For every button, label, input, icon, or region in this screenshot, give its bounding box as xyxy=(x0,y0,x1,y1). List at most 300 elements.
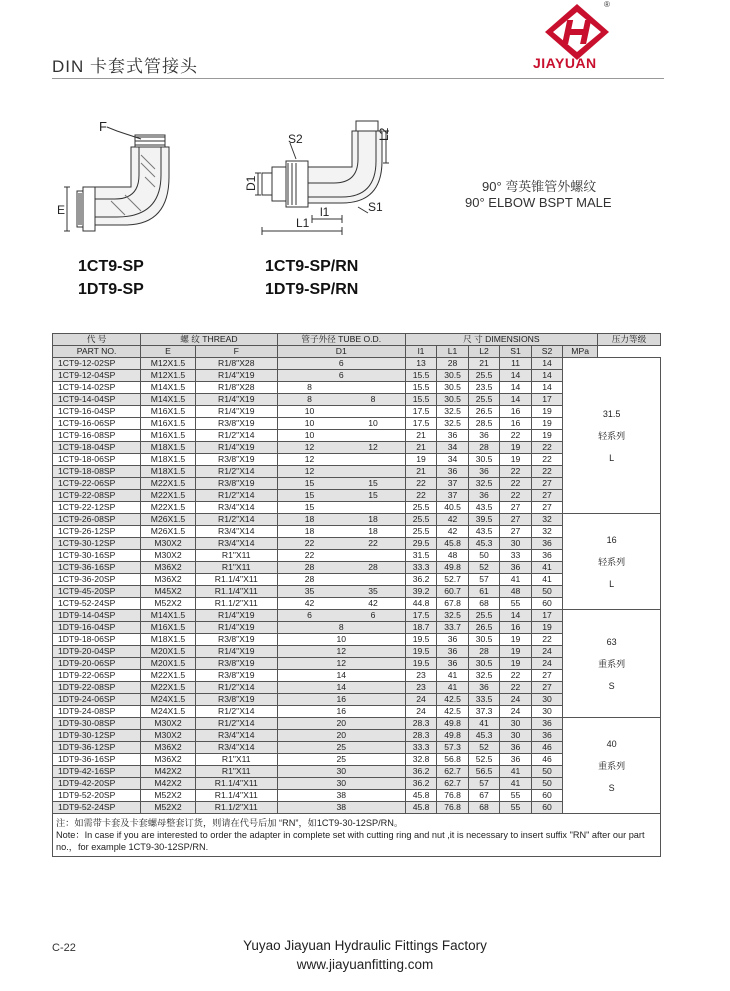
dim-l1: 49.8 xyxy=(437,562,469,574)
tube-od xyxy=(277,442,405,454)
dim-l2: 52 xyxy=(468,742,500,754)
dim-l1-small: 22 xyxy=(405,478,437,490)
dim-l1: 30.5 xyxy=(437,394,469,406)
dim-l2: 57 xyxy=(468,574,500,586)
tube-od-b: 35 xyxy=(368,586,378,596)
tube-od-b: 14 xyxy=(336,670,347,680)
dim-l2: 52 xyxy=(468,562,500,574)
tube-od xyxy=(277,598,405,610)
header-dimensions: 尺 寸 DIMENSIONS xyxy=(405,334,597,346)
thread-e: M20X1.5 xyxy=(141,646,196,658)
dim-l1-small: 25.5 xyxy=(405,526,437,538)
tube-od-b: 6 xyxy=(338,358,344,368)
thread-f: R1/2"X14 xyxy=(195,682,277,694)
header-s2: S2 xyxy=(531,346,563,358)
tube-od-b: 10 xyxy=(336,634,347,644)
thread-e: M18X1.5 xyxy=(141,442,196,454)
thread-f: R1"X11 xyxy=(195,562,277,574)
tube-od xyxy=(277,358,405,370)
thread-e: M36X2 xyxy=(141,742,196,754)
part-number: 1CT9-26-08SP xyxy=(53,514,141,526)
thread-f: R1/4"X19 xyxy=(195,646,277,658)
dim-s2: 19 xyxy=(531,406,563,418)
label-l2: L2 xyxy=(377,127,391,141)
dim-l1: 36 xyxy=(437,658,469,670)
tube-od-b: 25 xyxy=(336,754,347,764)
dim-s2: 14 xyxy=(531,382,563,394)
dim-l1-small: 36.2 xyxy=(405,574,437,586)
dim-s1: 19 xyxy=(500,442,532,454)
elbow-drawing-sp xyxy=(55,115,195,250)
tube-od-b: 10 xyxy=(368,418,378,428)
tube-od-b: 15 xyxy=(368,478,378,488)
part-number: 1DT9-14-04SP xyxy=(53,610,141,622)
thread-f: R1"X11 xyxy=(195,766,277,778)
thread-f: R1.1/4"X11 xyxy=(195,778,277,790)
dim-l1: 42.5 xyxy=(437,706,469,718)
thread-e: M52X2 xyxy=(141,790,196,802)
dim-l1-small: 33.3 xyxy=(405,562,437,574)
dim-l1: 36 xyxy=(437,430,469,442)
header-thread: 螺 纹 THREAD xyxy=(141,334,278,346)
dim-s2: 50 xyxy=(531,766,563,778)
tube-od-b: 8 xyxy=(370,394,376,404)
dim-l1-small: 44.8 xyxy=(405,598,437,610)
tube-od-a: 10 xyxy=(304,430,315,440)
brand-name: JIAYUAN xyxy=(533,55,597,71)
dim-l2: 28 xyxy=(468,442,500,454)
table-row xyxy=(53,718,661,730)
label-s2: S2 xyxy=(288,132,303,146)
description-cn: 90° 弯英锥管外螺纹 xyxy=(482,179,597,194)
part-number: 1DT9-24-06SP xyxy=(53,694,141,706)
dim-l2: 50 xyxy=(468,550,500,562)
dim-l1-small: 13 xyxy=(405,358,437,370)
dim-s1: 41 xyxy=(500,574,532,586)
dim-l1-small: 29.5 xyxy=(405,538,437,550)
pressure-group xyxy=(563,610,661,718)
dim-s2: 36 xyxy=(531,730,563,742)
page-number: C-22 xyxy=(52,942,76,954)
dim-l1: 52.7 xyxy=(437,574,469,586)
label-d1: D1 xyxy=(244,175,258,191)
dim-s2: 22 xyxy=(531,454,563,466)
tube-od-b: 16 xyxy=(336,694,347,704)
dim-s1: 16 xyxy=(500,418,532,430)
dim-l1: 37 xyxy=(437,490,469,502)
dim-l1-small: 31.5 xyxy=(405,550,437,562)
part-number: 1CT9-30-16SP xyxy=(53,550,141,562)
dim-l1: 67.8 xyxy=(437,598,469,610)
dim-s2: 30 xyxy=(531,694,563,706)
dim-s1: 33 xyxy=(500,550,532,562)
dim-l1: 32.5 xyxy=(437,418,469,430)
tube-od xyxy=(277,550,405,562)
dim-s1: 36 xyxy=(500,754,532,766)
dim-s1: 11 xyxy=(500,358,532,370)
tube-od xyxy=(277,394,405,406)
tube-od xyxy=(277,694,405,706)
header-part-en: PART NO. xyxy=(53,346,141,358)
dim-s1: 19 xyxy=(500,646,532,658)
dim-s2: 46 xyxy=(531,742,563,754)
pressure-series: S xyxy=(608,782,615,793)
dim-s2: 46 xyxy=(531,754,563,766)
tube-od-b: 18 xyxy=(368,526,378,536)
dim-l1: 33.7 xyxy=(437,622,469,634)
part-name-1ct9-sp: 1CT9-SP xyxy=(78,258,144,275)
tube-od xyxy=(277,478,405,490)
thread-e: M24X1.5 xyxy=(141,706,196,718)
dim-s1: 22 xyxy=(500,670,532,682)
part-number: 1CT9-30-12SP xyxy=(53,538,141,550)
dim-l1: 37 xyxy=(437,478,469,490)
dim-l2: 56.5 xyxy=(468,766,500,778)
tube-od xyxy=(277,502,405,514)
part-number: 1CT9-16-08SP xyxy=(53,430,141,442)
tube-od-a: 6 xyxy=(307,610,312,620)
tube-od xyxy=(277,778,405,790)
dim-l1: 76.8 xyxy=(437,790,469,802)
dim-s1: 48 xyxy=(500,586,532,598)
thread-f: R1/4"X19 xyxy=(195,394,277,406)
dim-l1-small: 18.7 xyxy=(405,622,437,634)
dim-l1-small: 19.5 xyxy=(405,634,437,646)
label-l1-inner: l1 xyxy=(320,205,330,219)
dim-l1: 48 xyxy=(437,550,469,562)
thread-f: R1/8"X28 xyxy=(195,382,277,394)
table-note xyxy=(53,814,661,857)
table-row xyxy=(53,358,661,370)
dim-s1: 27 xyxy=(500,502,532,514)
dim-l1: 76.8 xyxy=(437,802,469,814)
part-number: 1CT9-12-04SP xyxy=(53,370,141,382)
dim-l2: 45.3 xyxy=(468,730,500,742)
pressure-series-cn: 重系列 xyxy=(598,760,626,771)
tube-od-b: 12 xyxy=(336,646,347,656)
dim-s1: 14 xyxy=(500,610,532,622)
thread-f: R1"X11 xyxy=(195,754,277,766)
dim-l2: 45.3 xyxy=(468,538,500,550)
tube-od-b: 30 xyxy=(336,778,347,788)
tube-od-b: 22 xyxy=(368,538,378,548)
tube-od-b: 25 xyxy=(336,742,347,752)
part-number: 1DT9-52-24SP xyxy=(53,802,141,814)
website-url: www.jiayuanfitting.com xyxy=(296,957,434,972)
tube-od-a: 22 xyxy=(304,550,315,560)
dim-l1: 34 xyxy=(437,454,469,466)
dim-l1: 62.7 xyxy=(437,766,469,778)
thread-f: R1.1/4"X11 xyxy=(195,790,277,802)
dim-l1: 36 xyxy=(437,646,469,658)
header-tube: 管子外径 TUBE O.D. xyxy=(277,334,405,346)
dim-s2: 60 xyxy=(531,790,563,802)
dim-l1-small: 21 xyxy=(405,466,437,478)
dim-l1: 49.8 xyxy=(437,730,469,742)
table-row xyxy=(53,514,661,526)
thread-e: M12X1.5 xyxy=(141,358,196,370)
dim-s1: 22 xyxy=(500,682,532,694)
pressure-group xyxy=(563,358,661,514)
pressure-mpa: 63 xyxy=(606,636,617,647)
pressure-mpa: 31.5 xyxy=(602,408,621,419)
thread-e: M18X1.5 xyxy=(141,634,196,646)
dim-s1: 27 xyxy=(500,526,532,538)
part-number: 1CT9-36-16SP xyxy=(53,562,141,574)
dim-l2: 26.5 xyxy=(468,622,500,634)
dim-s1: 22 xyxy=(500,478,532,490)
tube-od-b: 42 xyxy=(368,598,378,608)
dim-s2: 17 xyxy=(531,610,563,622)
dim-s1: 41 xyxy=(500,766,532,778)
thread-e: M42X2 xyxy=(141,778,196,790)
dim-s2: 27 xyxy=(531,490,563,502)
tube-od xyxy=(277,730,405,742)
header-s1: S1 xyxy=(500,346,532,358)
part-number: 1CT9-18-08SP xyxy=(53,466,141,478)
thread-f: R1/2"X14 xyxy=(195,718,277,730)
tube-od xyxy=(277,418,405,430)
dim-s2: 32 xyxy=(531,514,563,526)
part-number: 1CT9-45-20SP xyxy=(53,586,141,598)
label-f: F xyxy=(99,119,107,134)
part-number: 1DT9-20-06SP xyxy=(53,658,141,670)
dim-s2: 50 xyxy=(531,778,563,790)
dim-s2: 24 xyxy=(531,646,563,658)
tube-od xyxy=(277,466,405,478)
tube-od-b: 38 xyxy=(336,790,347,800)
dim-l1: 40.5 xyxy=(437,502,469,514)
tube-od xyxy=(277,610,405,622)
dim-l1: 30.5 xyxy=(437,382,469,394)
tube-od-b: 20 xyxy=(336,730,347,740)
header-l1: L1 xyxy=(437,346,469,358)
dim-s1: 24 xyxy=(500,706,532,718)
tube-od xyxy=(277,670,405,682)
dim-l1: 60.7 xyxy=(437,586,469,598)
thread-f: R1/2"X14 xyxy=(195,514,277,526)
dim-l2: 25.5 xyxy=(468,610,500,622)
dim-l1: 49.8 xyxy=(437,718,469,730)
header-part-cn: 代 号 xyxy=(53,334,141,346)
tube-od xyxy=(277,766,405,778)
dim-s1: 14 xyxy=(500,382,532,394)
part-name-1ct9-sp-rn: 1CT9-SP/RN xyxy=(265,258,359,275)
part-number: 1CT9-18-04SP xyxy=(53,442,141,454)
pressure-series: S xyxy=(608,680,615,691)
part-number: 1CT9-26-12SP xyxy=(53,526,141,538)
dim-s2: 36 xyxy=(531,550,563,562)
dim-s1: 36 xyxy=(500,742,532,754)
thread-e: M16X1.5 xyxy=(141,406,196,418)
dim-l2: 30.5 xyxy=(468,634,500,646)
header-mpa: MPa xyxy=(563,346,598,358)
dimensions-table xyxy=(52,333,661,857)
tube-od xyxy=(277,646,405,658)
dim-l2: 25.5 xyxy=(468,394,500,406)
thread-e: M14X1.5 xyxy=(141,610,196,622)
dim-l1-small: 19.5 xyxy=(405,646,437,658)
tube-od-a: 18 xyxy=(304,526,315,536)
pressure-series-cn: 重系列 xyxy=(598,658,626,669)
part-number: 1DT9-22-06SP xyxy=(53,670,141,682)
label-s1: S1 xyxy=(368,200,383,214)
thread-e: M22X1.5 xyxy=(141,682,196,694)
thread-e: M16X1.5 xyxy=(141,418,196,430)
thread-e: M14X1.5 xyxy=(141,382,196,394)
thread-f: R1/4"X19 xyxy=(195,622,277,634)
dim-s2: 41 xyxy=(531,562,563,574)
thread-f: R3/8"X19 xyxy=(195,418,277,430)
part-number: 1DT9-24-08SP xyxy=(53,706,141,718)
tube-od-a: 12 xyxy=(304,466,315,476)
dim-l1-small: 21 xyxy=(405,430,437,442)
dim-s2: 14 xyxy=(531,358,563,370)
dim-l2: 32.5 xyxy=(468,478,500,490)
dim-s2: 50 xyxy=(531,586,563,598)
dim-l1-small: 25.5 xyxy=(405,514,437,526)
dim-l2: 52.5 xyxy=(468,754,500,766)
dim-s2: 17 xyxy=(531,394,563,406)
dim-l2: 28.5 xyxy=(468,418,500,430)
part-number: 1DT9-18-06SP xyxy=(53,634,141,646)
thread-f: R1"X11 xyxy=(195,550,277,562)
dim-s1: 30 xyxy=(500,718,532,730)
thread-f: R3/8"X19 xyxy=(195,658,277,670)
dim-l1-small: 21 xyxy=(405,442,437,454)
thread-f: R1/8"X28 xyxy=(195,358,277,370)
thread-f: R3/8"X19 xyxy=(195,670,277,682)
dim-l1-small: 23 xyxy=(405,670,437,682)
dim-l2: 32.5 xyxy=(468,670,500,682)
label-l1-outer: L1 xyxy=(296,216,310,230)
tube-od xyxy=(277,562,405,574)
dim-s2: 60 xyxy=(531,802,563,814)
thread-f: R1/4"X19 xyxy=(195,370,277,382)
tube-od-a: 42 xyxy=(304,598,315,608)
thread-e: M18X1.5 xyxy=(141,466,196,478)
tube-od-b: 8 xyxy=(338,622,344,632)
dim-l2: 43.5 xyxy=(468,526,500,538)
tube-od-b: 28 xyxy=(368,562,378,572)
table-row xyxy=(53,610,661,622)
tube-od-a: 8 xyxy=(307,394,312,404)
dim-s1: 19 xyxy=(500,454,532,466)
thread-e: M20X1.5 xyxy=(141,658,196,670)
dim-s2: 24 xyxy=(531,658,563,670)
dim-s2: 27 xyxy=(531,478,563,490)
tube-od xyxy=(277,406,405,418)
tube-od-a: 10 xyxy=(304,418,315,428)
dim-s2: 22 xyxy=(531,442,563,454)
dim-l2: 68 xyxy=(468,802,500,814)
dim-s1: 22 xyxy=(500,490,532,502)
dim-l1: 41 xyxy=(437,682,469,694)
dim-s2: 41 xyxy=(531,574,563,586)
part-number: 1CT9-18-06SP xyxy=(53,454,141,466)
thread-e: M52X2 xyxy=(141,598,196,610)
thread-e: M52X2 xyxy=(141,802,196,814)
dim-s1: 30 xyxy=(500,538,532,550)
thread-f: R3/4"X14 xyxy=(195,502,277,514)
thread-e: M16X1.5 xyxy=(141,622,196,634)
tube-od-b: 12 xyxy=(336,658,347,668)
dim-s2: 14 xyxy=(531,370,563,382)
dim-l2: 33.5 xyxy=(468,694,500,706)
part-number: 1DT9-42-20SP xyxy=(53,778,141,790)
tube-od-a: 15 xyxy=(304,502,315,512)
tube-od xyxy=(277,430,405,442)
tube-od-a: 28 xyxy=(304,562,315,572)
dim-l1: 62.7 xyxy=(437,778,469,790)
tube-od xyxy=(277,718,405,730)
part-number: 1CT9-16-04SP xyxy=(53,406,141,418)
part-number: 1DT9-36-16SP xyxy=(53,754,141,766)
dim-l2: 23.5 xyxy=(468,382,500,394)
part-number: 1DT9-30-08SP xyxy=(53,718,141,730)
tube-od-a: 35 xyxy=(304,586,315,596)
tube-od-b: 18 xyxy=(368,514,378,524)
tube-od xyxy=(277,754,405,766)
description-en: 90° ELBOW BSPT MALE xyxy=(465,195,612,210)
thread-f: R3/8"X19 xyxy=(195,478,277,490)
dim-s1: 22 xyxy=(500,466,532,478)
dim-s1: 16 xyxy=(500,406,532,418)
dim-l1-small: 32.8 xyxy=(405,754,437,766)
thread-e: M30X2 xyxy=(141,730,196,742)
dim-l1: 32.5 xyxy=(437,406,469,418)
dim-l2: 36 xyxy=(468,466,500,478)
thread-e: M22X1.5 xyxy=(141,502,196,514)
header-d1: D1 xyxy=(277,346,405,358)
header-f: F xyxy=(195,346,277,358)
tube-od-b: 12 xyxy=(368,442,378,452)
header-l1-small: l1 xyxy=(405,346,437,358)
pressure-group xyxy=(563,514,661,610)
thread-e: M26X1.5 xyxy=(141,526,196,538)
tube-od xyxy=(277,382,405,394)
part-name-1dt9-sp: 1DT9-SP xyxy=(78,281,144,298)
part-number: 1CT9-22-08SP xyxy=(53,490,141,502)
dim-l1: 28 xyxy=(437,358,469,370)
dim-l2: 25.5 xyxy=(468,370,500,382)
tube-od xyxy=(277,658,405,670)
dim-l1: 42 xyxy=(437,514,469,526)
dim-s1: 19 xyxy=(500,634,532,646)
thread-f: R1/2"X14 xyxy=(195,706,277,718)
dim-l2: 36 xyxy=(468,430,500,442)
dim-s1: 55 xyxy=(500,598,532,610)
part-number: 1DT9-16-04SP xyxy=(53,622,141,634)
dim-l1-small: 15.5 xyxy=(405,382,437,394)
thread-e: M22X1.5 xyxy=(141,478,196,490)
label-e: E xyxy=(57,203,66,217)
dim-l2: 28 xyxy=(468,646,500,658)
thread-e: M30X2 xyxy=(141,718,196,730)
thread-e: M16X1.5 xyxy=(141,430,196,442)
tube-od xyxy=(277,586,405,598)
dim-l1: 34 xyxy=(437,442,469,454)
part-number: 1DT9-52-20SP xyxy=(53,790,141,802)
thread-f: R3/8"X19 xyxy=(195,634,277,646)
part-number: 1DT9-20-04SP xyxy=(53,646,141,658)
tube-od xyxy=(277,802,405,814)
header-pressure: 压力等级 xyxy=(597,334,660,346)
tube-od xyxy=(277,706,405,718)
thread-e: M22X1.5 xyxy=(141,670,196,682)
dim-l2: 68 xyxy=(468,598,500,610)
dim-l1-small: 17.5 xyxy=(405,610,437,622)
